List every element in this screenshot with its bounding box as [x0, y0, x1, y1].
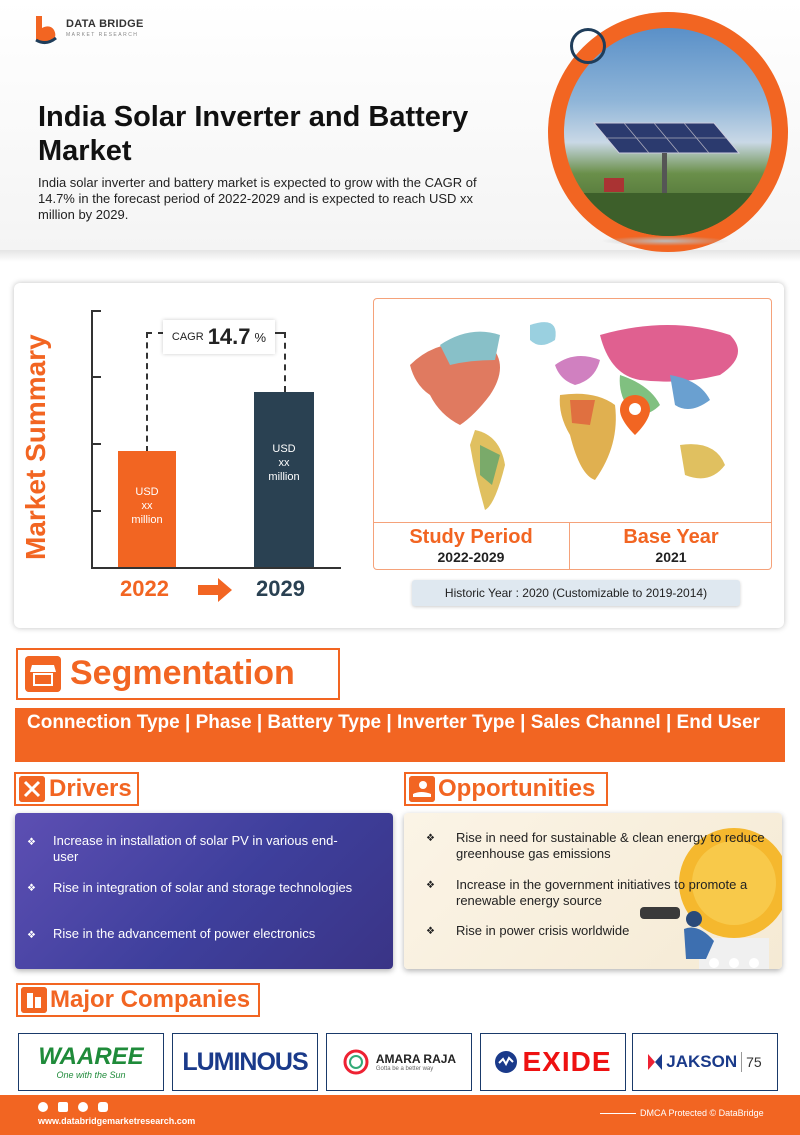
- waaree-tagline: One with the Sun: [56, 1070, 126, 1080]
- segmentation-list: Connection Type | Phase | Battery Type | Inverter Type | Sales Channel | End User: [15, 708, 785, 762]
- hand-coin-icon: [409, 776, 435, 802]
- drivers-card: [15, 813, 393, 969]
- cagr-dash-top-right: [274, 332, 286, 334]
- brand-logo-icon: [32, 14, 60, 46]
- opportunity-item: Rise in power crisis worldwide: [456, 923, 630, 938]
- cagr-unit: %: [254, 329, 267, 345]
- brand-tagline: MARKET RESEARCH: [66, 32, 139, 38]
- bar-text: USD: [135, 486, 159, 498]
- whatsapp-icon[interactable]: [38, 1102, 48, 1112]
- study-period-label: Study Period: [409, 526, 533, 548]
- year-2022-label: 2022: [120, 576, 169, 601]
- chart-tick: [91, 376, 101, 378]
- driver-item: Rise in the advancement of power electronics: [53, 926, 316, 941]
- exide-wordmark: EXIDE: [522, 1046, 612, 1077]
- bullet-icon: ❖: [27, 837, 36, 848]
- bullet-icon: ❖: [27, 930, 36, 941]
- twitter-icon[interactable]: [78, 1102, 88, 1112]
- bullet-icon: ❖: [426, 880, 435, 891]
- bar-text: xx: [141, 500, 153, 512]
- waaree-logo: [18, 1033, 164, 1091]
- bar-text: xx: [278, 457, 290, 469]
- tools-icon: [19, 776, 45, 802]
- chart-tick: [91, 510, 101, 512]
- base-year-label: Base Year: [623, 526, 719, 548]
- opportunities-title: Opportunities: [438, 775, 596, 802]
- companies-title: Major Companies: [50, 986, 251, 1013]
- dmca-notice: DMCA Protected © DataBridge: [640, 1108, 764, 1118]
- arrow-right-icon: [198, 578, 232, 602]
- market-summary-label: Market Summary: [20, 334, 51, 560]
- amara-raja-tagline: Gotta be a better way: [375, 1066, 434, 1072]
- brand-name: DATA BRIDGE: [66, 18, 144, 30]
- decorative-circle-icon: [570, 28, 606, 64]
- footer-line: [600, 1113, 636, 1114]
- chart-tick: [91, 310, 101, 312]
- exide-logo: [480, 1033, 626, 1091]
- base-year-value: 2021: [655, 549, 687, 565]
- amara-raja-emblem-icon: [342, 1048, 370, 1076]
- instagram-icon[interactable]: [98, 1102, 108, 1112]
- bullet-icon: ❖: [27, 883, 36, 894]
- jakson-logo: [632, 1033, 778, 1091]
- store-icon: [25, 656, 61, 692]
- waaree-wordmark: WAAREE: [38, 1043, 144, 1070]
- amara-raja-wordmark: AMARA RAJA: [375, 1052, 457, 1066]
- header-divider: [0, 250, 800, 262]
- cagr-dash-right: [284, 332, 286, 392]
- bar-text: million: [268, 471, 300, 483]
- bullet-icon: ❖: [426, 833, 435, 844]
- hero-shadow: [600, 236, 730, 246]
- world-map: [380, 305, 765, 517]
- bar-2029: [254, 392, 314, 567]
- drivers-title: Drivers: [49, 775, 132, 802]
- historic-year-badge: Historic Year : 2020 (Customizable to 2019-2014): [412, 580, 740, 606]
- jakson-anniversary: 75: [746, 1054, 762, 1070]
- bar-2022: [118, 451, 176, 567]
- cagr-dash-left: [146, 332, 148, 452]
- jakson-emblem-icon: [648, 1054, 662, 1070]
- chart-x-axis: [91, 567, 341, 569]
- luminous-wordmark: LUMINOUS: [182, 1047, 308, 1076]
- cagr-value: 14.7: [207, 324, 251, 349]
- cagr-label: CAGR: [171, 331, 204, 343]
- chart-tick: [91, 443, 101, 445]
- bar-text: million: [131, 514, 163, 526]
- building-icon: [21, 987, 47, 1013]
- website-link[interactable]: www.databridgemarketresearch.com: [38, 1116, 196, 1126]
- amara-raja-logo: [326, 1033, 472, 1091]
- study-period-value: 2022-2029: [437, 549, 505, 565]
- exide-emblem-icon: [494, 1050, 518, 1074]
- opportunity-item: Increase in the government initiatives to promote a renewable energy source: [456, 877, 748, 908]
- year-2029-label: 2029: [256, 576, 305, 601]
- chart-y-axis: [91, 310, 93, 568]
- cagr-badge: [163, 320, 275, 354]
- driver-item: Increase in installation of solar PV in various end-user: [53, 833, 338, 864]
- bar-text: USD: [272, 443, 296, 455]
- luminous-logo: [172, 1033, 318, 1091]
- segmentation-title: Segmentation: [70, 654, 295, 692]
- page-title: India Solar Inverter and Battery Market: [38, 101, 469, 167]
- cagr-dash-top-left: [146, 332, 164, 334]
- page-description: India solar inverter and battery market is expected to grow with the CAGR of 14.7% in the forecast period of 2022-2029 and is expected to reach USD xx million by 2029.: [38, 175, 477, 222]
- opportunity-item: Rise in need for sustainable & clean energy to reduce greenhouse gas emissions: [456, 830, 765, 861]
- jakson-wordmark: JAKSON: [666, 1052, 738, 1071]
- facebook-icon[interactable]: [58, 1102, 68, 1112]
- opportunities-card: [404, 813, 782, 969]
- bullet-icon: ❖: [426, 926, 435, 937]
- driver-item: Rise in integration of solar and storage technologies: [53, 880, 353, 895]
- location-pin-icon: [620, 395, 650, 435]
